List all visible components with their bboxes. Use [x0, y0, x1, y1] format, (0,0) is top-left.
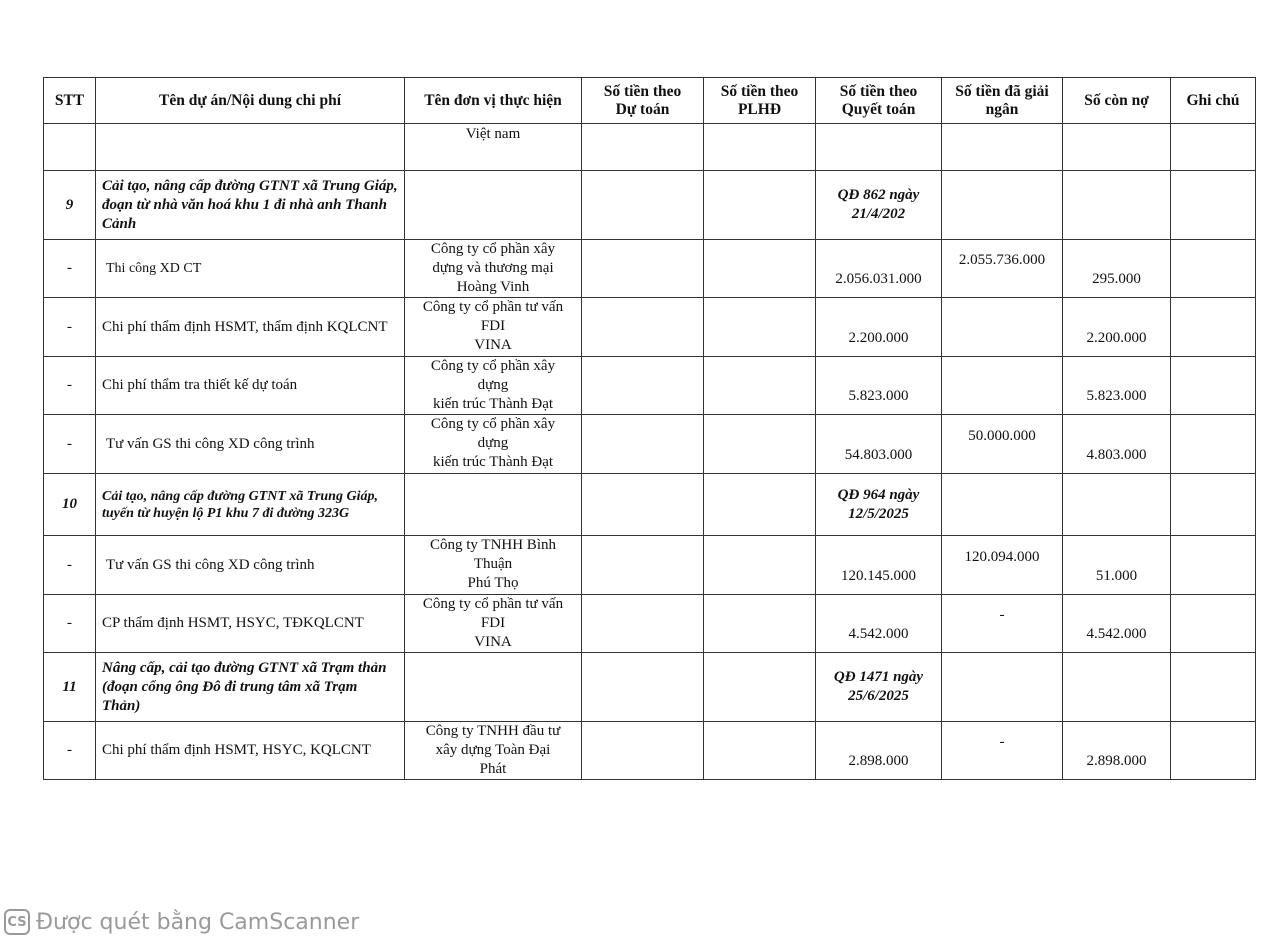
cell-du-toan [582, 171, 704, 240]
cell-ghi-chu [1171, 595, 1256, 653]
cell-ghi-chu [1171, 536, 1256, 595]
header-unit: Tên đơn vị thực hiện [405, 78, 582, 124]
cell-unit: Công ty cổ phần xây dựng kiến trúc Thành Đạt [405, 357, 582, 415]
header-quyet-toan: Số tiền theo Quyết toán [816, 78, 942, 124]
cell-con-no: 2.200.000 [1063, 298, 1171, 357]
cell-con-no: 2.898.000 [1063, 722, 1171, 780]
camscanner-logo-icon: CS [4, 909, 30, 935]
project-row [44, 653, 1256, 722]
cell-unit: Công ty cổ phần xây dựng và thương mại Hoàng Vinh [405, 240, 582, 298]
cell-giai-ngan [942, 171, 1063, 240]
cell-quyet-toan: 4.542.000 [816, 595, 942, 653]
cell-stt: - [44, 722, 96, 780]
header-plhd: Số tiền theo PLHĐ [704, 78, 816, 124]
cell-stt: - [44, 595, 96, 653]
cell-du-toan [582, 240, 704, 298]
table-row [44, 722, 1256, 780]
watermark-text: Được quét bằng CamScanner [36, 909, 360, 935]
cell-ghi-chu [1171, 357, 1256, 415]
cell-name: CP thẩm định HSMT, HSYC, TĐKQLCNT [96, 595, 405, 653]
cell-stt: - [44, 415, 96, 474]
cell-quyet-toan: QĐ 964 ngày 12/5/2025 [816, 474, 942, 536]
header-ghi-chu: Ghi chú [1171, 78, 1256, 124]
cell-name: Chi phí thẩm định HSMT, thẩm định KQLCNT [96, 298, 405, 357]
cell-stt: 10 [44, 474, 96, 536]
cell-ghi-chu [1171, 124, 1256, 171]
project-row [44, 474, 1256, 536]
cell-plhd [704, 171, 816, 240]
cell-plhd [704, 474, 816, 536]
cell-ghi-chu [1171, 171, 1256, 240]
cell-quyet-toan: 2.200.000 [816, 298, 942, 357]
cell-giai-ngan [942, 357, 1063, 415]
header-du-toan: Số tiền theo Dự toán [582, 78, 704, 124]
cell-ghi-chu [1171, 240, 1256, 298]
table-row [44, 240, 1256, 298]
cell-ghi-chu [1171, 653, 1256, 722]
cell-ghi-chu [1171, 474, 1256, 536]
cell-unit: Công ty cổ phần tư vấn FDI VINA [405, 298, 582, 357]
cell-stt: - [44, 357, 96, 415]
cell-con-no [1063, 474, 1171, 536]
cell-du-toan [582, 124, 704, 171]
cell-giai-ngan [942, 474, 1063, 536]
cell-plhd [704, 357, 816, 415]
cell-unit: Việt nam [405, 124, 582, 171]
cell-giai-ngan [942, 298, 1063, 357]
cell-stt: - [44, 298, 96, 357]
cell-plhd [704, 240, 816, 298]
cell-con-no: 4.803.000 [1063, 415, 1171, 474]
cell-stt: - [44, 240, 96, 298]
cell-du-toan [582, 415, 704, 474]
table-row [44, 536, 1256, 595]
cell-plhd [704, 722, 816, 780]
cell-giai-ngan: 50.000.000 [942, 415, 1063, 474]
cell-du-toan [582, 595, 704, 653]
cell-stt: 9 [44, 171, 96, 240]
cell-name: Cải tạo, nâng cấp đường GTNT xã Trung Giáp, tuyến từ huyện lộ P1 khu 7 đi đường 323G [96, 474, 405, 536]
cell-unit: Công ty cổ phần xây dựng kiến trúc Thành Đạt [405, 415, 582, 474]
cell-con-no: 5.823.000 [1063, 357, 1171, 415]
cell-unit [405, 171, 582, 240]
cell-name: Cải tạo, nâng cấp đường GTNT xã Trung Giáp, đoạn từ nhà văn hoá khu 1 đi nhà anh Thanh Cảnh [96, 171, 405, 240]
project-row [44, 171, 1256, 240]
cell-ghi-chu [1171, 415, 1256, 474]
cell-name [96, 124, 405, 171]
cell-con-no [1063, 653, 1171, 722]
cell-unit [405, 474, 582, 536]
cost-table [43, 77, 1256, 780]
cell-quyet-toan: 54.803.000 [816, 415, 942, 474]
cell-plhd [704, 653, 816, 722]
cell-giai-ngan [942, 124, 1063, 171]
cell-stt: 11 [44, 653, 96, 722]
cell-quyet-toan: 2.898.000 [816, 722, 942, 780]
header-giai-ngan: Số tiền đã giải ngân [942, 78, 1063, 124]
cell-du-toan [582, 357, 704, 415]
cell-du-toan [582, 474, 704, 536]
camscanner-watermark [4, 907, 359, 937]
cell-quyet-toan: 120.145.000 [816, 536, 942, 595]
header-con-no: Số còn nợ [1063, 78, 1171, 124]
cell-unit: Công ty TNHH đầu tư xây dựng Toàn Đại Phát [405, 722, 582, 780]
cell-name: Chi phí thẩm tra thiết kế dự toán [96, 357, 405, 415]
cell-name: Tư vấn GS thi công XD công trình [96, 536, 405, 595]
cell-ghi-chu [1171, 722, 1256, 780]
cell-name: Tư vấn GS thi công XD công trình [96, 415, 405, 474]
cell-unit: Công ty cổ phần tư vấn FDI VINA [405, 595, 582, 653]
cell-con-no: 295.000 [1063, 240, 1171, 298]
cell-name: Thi công XD CT [96, 240, 405, 298]
cell-quyet-toan [816, 124, 942, 171]
cell-plhd [704, 124, 816, 171]
table-row [44, 357, 1256, 415]
cell-unit: Công ty TNHH Bình Thuận Phú Thọ [405, 536, 582, 595]
cell-du-toan [582, 536, 704, 595]
cell-con-no: 4.542.000 [1063, 595, 1171, 653]
cell-plhd [704, 536, 816, 595]
cell-plhd [704, 415, 816, 474]
cell-quyet-toan: QĐ 862 ngày 21/4/202 [816, 171, 942, 240]
table-row [44, 415, 1256, 474]
header-stt: STT [44, 78, 96, 124]
cell-con-no [1063, 171, 1171, 240]
cell-quyet-toan: 2.056.031.000 [816, 240, 942, 298]
table-row [44, 298, 1256, 357]
cell-con-no: 51.000 [1063, 536, 1171, 595]
cell-giai-ngan: 120.094.000 [942, 536, 1063, 595]
table-row [44, 595, 1256, 653]
cell-quyet-toan: 5.823.000 [816, 357, 942, 415]
cell-giai-ngan: - [942, 595, 1063, 653]
cell-plhd [704, 298, 816, 357]
cell-stt [44, 124, 96, 171]
cell-ghi-chu [1171, 298, 1256, 357]
cell-stt: - [44, 536, 96, 595]
cell-giai-ngan: 2.055.736.000 [942, 240, 1063, 298]
cell-name: Nâng cấp, cải tạo đường GTNT xã Trạm thản (đoạn cổng ông Đô đi trung tâm xã Trạm Thản) [96, 653, 405, 722]
cell-quyet-toan: QĐ 1471 ngày 25/6/2025 [816, 653, 942, 722]
cell-con-no [1063, 124, 1171, 171]
cell-unit [405, 653, 582, 722]
cell-du-toan [582, 653, 704, 722]
cell-giai-ngan: - [942, 722, 1063, 780]
cell-plhd [704, 595, 816, 653]
header-name: Tên dự án/Nội dung chi phí [96, 78, 405, 124]
cell-name: Chi phí thẩm định HSMT, HSYC, KQLCNT [96, 722, 405, 780]
header-row [44, 78, 1256, 124]
table-row [44, 124, 1256, 171]
cell-du-toan [582, 298, 704, 357]
cell-giai-ngan [942, 653, 1063, 722]
cell-du-toan [582, 722, 704, 780]
